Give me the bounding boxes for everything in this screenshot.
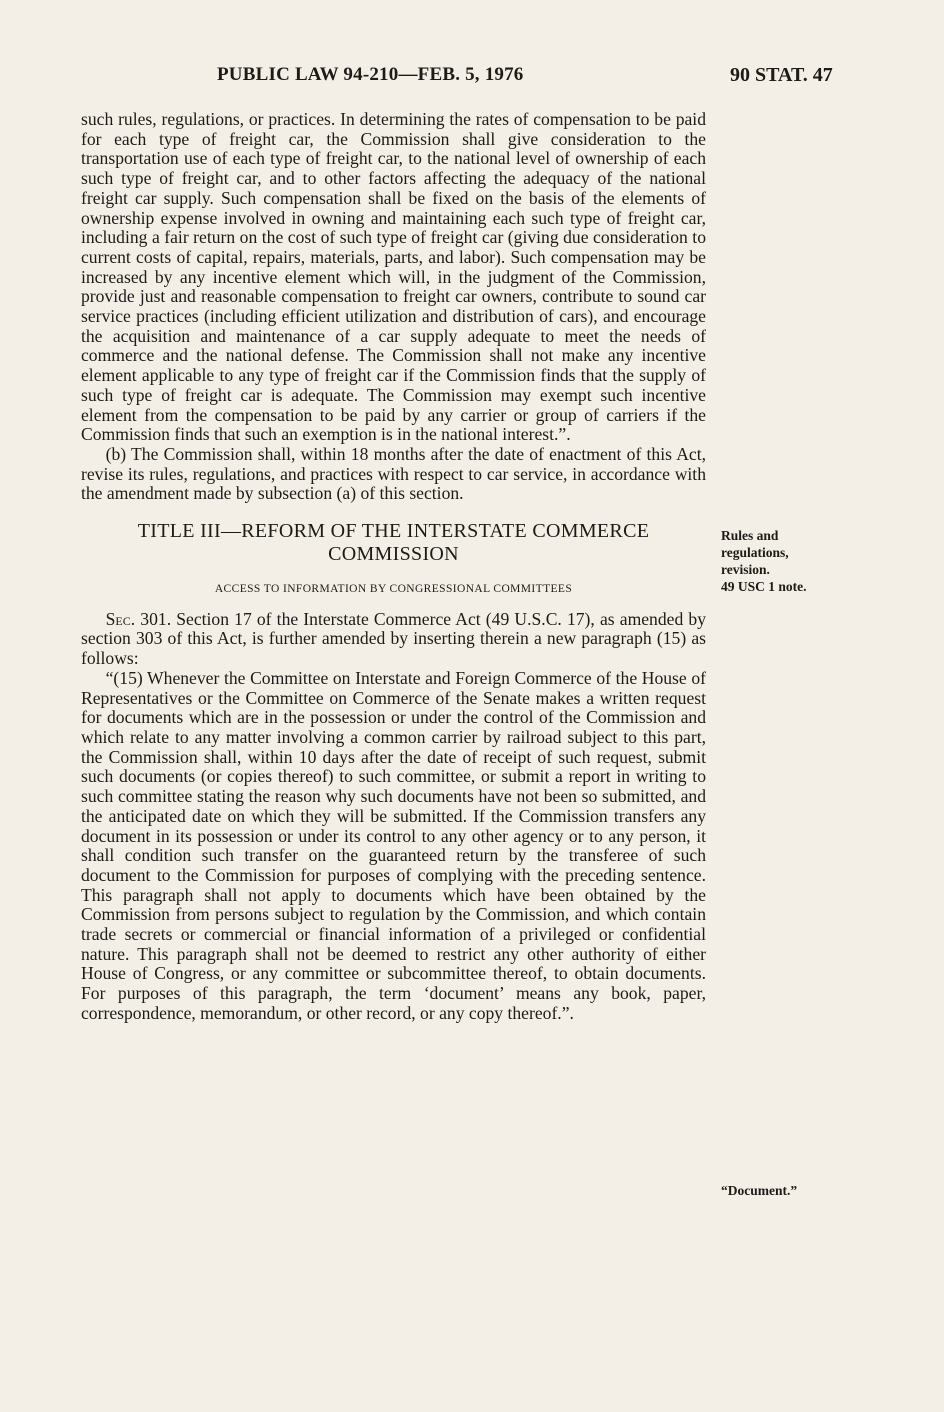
margin-note-line: revision. xyxy=(721,562,770,577)
paragraph-continuation: such rules, regulations, or practices. In determining the rates of compensation to be paid for each type of freight car, the Commission shall give consideration to the transportation use of each type of freight car, to the national level of ownership of each such type of freight car, and to other factors affecting the adequacy of the national freight car supply. Such compensation shall be fixed on the basis of the elements of ownership expense involved in owning and maintaining each such type of freight car, including a fair return on the cost of such type of freight car (giving due consideration to current costs of capital, repairs, materials, parts, and labor). Such compensation may be increased by any incentive element which will, in the judgment of the Commission, provide just and reasonable compensation to freight car owners, contribute to sound car service practices (including efficient utilization and distribution of cars), and encourage the acquisition and maintenance of a car supply adequate to meet the needs of commerce and the national defense. The Commission shall not make any incentive element applicable to any type of freight car if the Commission finds that the supply of such type of freight car is adequate. The Commission may exempt such incentive element from the compensation to be paid by any carrier or group of carriers if the Commission finds that such an exemption is in the national interest.”. xyxy=(81,109,706,445)
section-heading: ACCESS TO INFORMATION BY CONGRESSIONAL COMMITTEES xyxy=(214,583,573,596)
margin-note-rules xyxy=(721,527,807,595)
section-301-text: 301. Section 17 of the Interstate Commerce Act (49 U.S.C. 17), as amended by section 303 of this Act, is further amended by inserting therein a new paragraph (15) as follows: xyxy=(81,608,706,669)
paragraph-b: (b) The Commission shall, within 18 months after the date of enactment of this Act, revise its rules, regulations, and practices with respect to car service, in accordance with the amendment made by subsection (a) of this section. xyxy=(81,443,706,504)
margin-note-line: regulations, xyxy=(721,545,789,560)
running-head: PUBLIC LAW 94-210—FEB. 5, 1976 xyxy=(217,64,524,85)
stat-page-number: 90 STAT. 47 xyxy=(730,64,833,86)
margin-note-document: “Document.” xyxy=(721,1183,798,1198)
margin-note-line: Rules and xyxy=(721,528,779,543)
section-label: Sec. xyxy=(105,608,136,629)
title-heading: TITLE III—REFORM OF THE INTERSTATE COMMERCE COMMISSION xyxy=(137,520,650,566)
paragraph-15: “(15) Whenever the Committee on Interstate and Foreign Commerce of the House of Representatives or the Committee on Commerce of the Senate makes a written request for documents which are in the possession or under the control of the Commission and which relate to any matter involving a common carrier by railroad subject to this part, the Commission shall, within 10 days after the date of receipt of such request, submit such documents (or copies thereof) to such committee, or submit a report in writing to such committee stating the reason why such documents have not been so submitted, and the anticipated date on which they will be submitted. If the Commission transfers any document in its possession or under its control to any other agency or to any person, it shall condition such transfer on the guaranteed return by the transferee of such document to the Commission for purposes of complying with the preceding sentence. This paragraph shall not apply to documents which have been obtained by the Commission from persons subject to regulation by the Commission, and which contain trade secrets or commercial or financial information of a privileged or confidential nature. This paragraph shall not be deemed to restrict any other authority of either House of Congress, or any committee or subcommittee thereof, to obtain documents. For purposes of this paragraph, the term ‘document’ means any book, paper, correspondence, memorandum, or other record, or any copy thereof.”. xyxy=(81,667,706,1023)
body-text xyxy=(81,110,706,1024)
margin-note-line: 49 USC 1 note. xyxy=(721,579,807,594)
section-301 xyxy=(81,610,706,669)
